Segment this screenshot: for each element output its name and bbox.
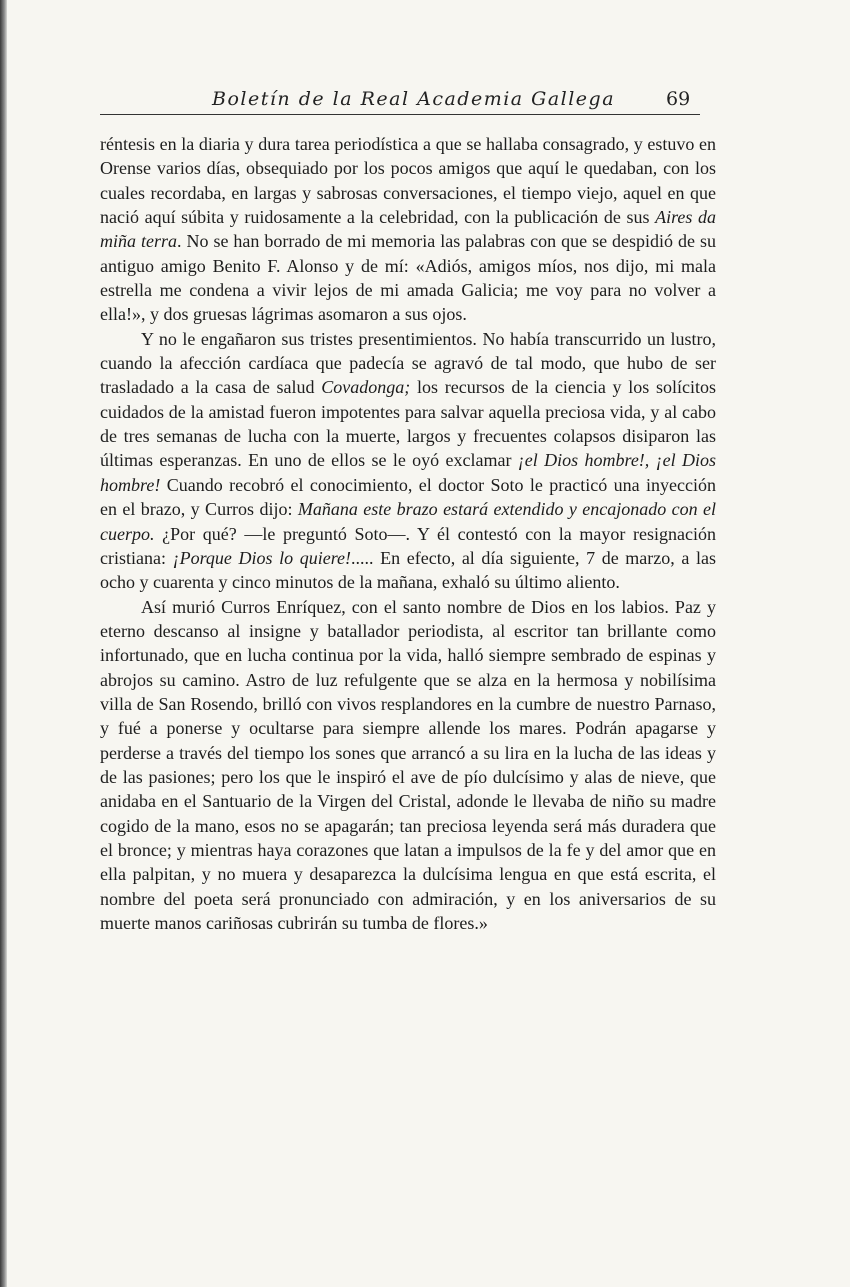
- italic-segment: Aires da miña terra: [100, 207, 717, 252]
- page-number: 69: [666, 88, 691, 110]
- italic-segment: Mañana este brazo estará extendido y encajonado con el cuerpo.: [100, 499, 716, 544]
- italic-segment: Covadonga;: [321, 377, 411, 398]
- paragraph: [100, 132, 716, 327]
- paragraph: [100, 595, 716, 936]
- page-binding-edge: [0, 0, 7, 1287]
- italic-segment: ¡Porque Dios lo quiere!: [172, 547, 352, 568]
- text-segment: los recursos de la ciencia y los solícitos cuidados de la amistad fueron impotentes para salvar aquella preciosa vida, y al cabo de tres semanas de lucha con la muerte, largos y frecuentes colapsos disiparon las últimas esperanzas. En uno de ellos se le oyó exclamar: [100, 377, 716, 471]
- italic-segment: ¡el Dios hombre!, ¡el Dios hombre!: [100, 450, 716, 495]
- header-rule: [100, 114, 700, 115]
- paragraph: [100, 327, 716, 595]
- text-segment: ¿Por qué? —le preguntó Soto—. Y él contestó con la mayor resignación cristiana:: [100, 523, 716, 568]
- text-segment: Cuando recobró el conocimiento, el doctor Soto le practicó una inyección en el brazo, y Curros dijo:: [100, 474, 716, 520]
- text-segment: réntesis en la diaria y dura tarea periodística a que se hallaba consagrado, y estuvo en Orense varios días, obsequiado por los pocos amigos que aquí le quedaban, con los cuales recordaba, en largas y sabrosas conversaciones, el tiempo viejo, aquel en que nació aquí súbita y ruidosamente a la celebridad, con la publicación de sus: [100, 134, 716, 228]
- text-segment: Y no le engañaron sus tristes presentimientos. No había transcurrido un lustro, cuando la afección cardíaca que padecía se agravó de tal modo, que hubo de ser trasladado a la casa de salud: [100, 328, 716, 398]
- text-segment: . No se han borrado de mi memoria las palabras con que se despidió de su antiguo amigo Benito F. Alonso y de mí: «Adiós, amigos míos, nos dijo, mi mala estrella me condena a vivir lejos de mi amada Galicia; me voy para no volver a ella!», y dos gruesas lágrimas asomaron a sus ojos.: [100, 231, 716, 325]
- running-title: Boletín de la Real Academia Gallega: [212, 88, 616, 110]
- text-segment: ..... En efecto, al día siguiente, 7 de marzo, a las ocho y cuarenta y cinco minutos de la mañana, exhaló su último aliento.: [100, 547, 716, 593]
- text-segment: Así murió Curros Enríquez, con el santo nombre de Dios en los labios. Paz y eterno descanso al insigne y batallador periodista, al escritor tan brillante como infortunado, que en lucha continua por la vida, halló siempre sembrado de espinas y abrojos su camino. Astro de luz refulgente que se alza en la hermosa y nobilísima villa de San Rosendo, brilló con vivos resplandores en la cumbre de nuestro Parnaso, y fué a ponerse y ocultarse para siempre allende los mares. Podrán apagarse y perderse a través del tiempo los sones que arrancó a su lira en la lucha de las ideas y de las pasiones; pero los que le inspiró el ave de pío dulcísimo y alas de nieve, que anidaba en el Santuario de la Virgen del Cristal, adonde le llevaba de niño su madre cogido de la mano, esos no se apagarán; tan preciosa leyenda será más duradera que el bronce; y mientras haya corazones que latan a impulsos de la fe y del amor que en ella palpitan, y no muera y desaparezca la dulcísima lengua en que está escrita, el nombre del poeta será pronunciado con admiración, y en los aniversarios de su muerte manos cariñosas cubrirán su tumba de flores.»: [100, 596, 716, 933]
- body-text: [100, 132, 716, 935]
- page-header: [100, 86, 706, 116]
